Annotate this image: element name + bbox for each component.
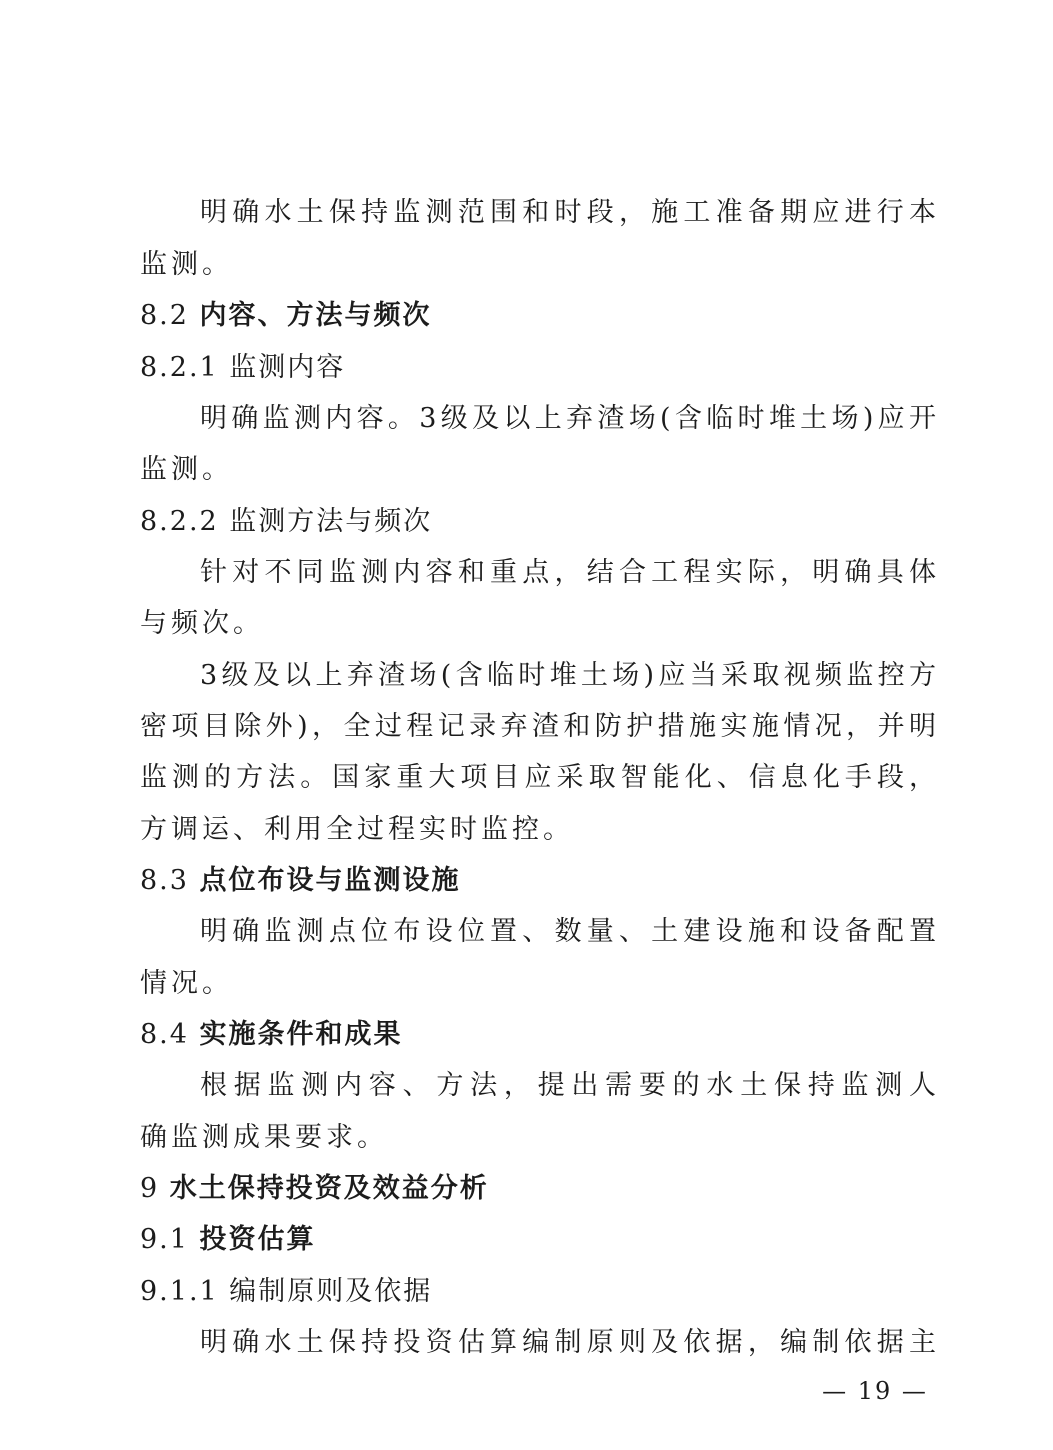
paragraph-line: 监测。 — [140, 454, 233, 485]
section-heading-9-1 — [140, 1222, 940, 1258]
section-heading-8-2 — [140, 298, 940, 334]
section-heading-8-4 — [140, 1017, 940, 1053]
section-heading-8-3 — [140, 863, 940, 899]
paragraph-line: 方调运、利用全过程实时监控。 — [140, 814, 574, 845]
paragraph-line: 确监测成果要求。 — [140, 1122, 388, 1153]
section-title: 实施条件和成果 — [199, 1019, 403, 1050]
chapter-title: 水土保持投资及效益分析 — [169, 1173, 489, 1204]
paragraph-line: 3级及以上弃渣场(含临时堆土场)应当采取视频监控方 — [200, 660, 940, 691]
paragraph-line: 监测。 — [140, 249, 233, 280]
paragraph-line: 根据监测内容、方法，提出需要的水土保持监测人 — [200, 1070, 940, 1101]
paragraph-line: 针对不同监测内容和重点，结合工程实际，明确具体 — [200, 557, 940, 588]
section-title: 点位布设与监测设施 — [199, 865, 461, 896]
chapter-number: 9 — [140, 1173, 170, 1204]
paragraph-line: 情况。 — [140, 968, 233, 999]
subsection-heading-8-2-2: 8.2.2 监测方法与频次 — [140, 506, 433, 537]
subsection-heading-8-2-1: 8.2.1 监测内容 — [140, 352, 346, 383]
section-number: 8.2 — [140, 300, 200, 331]
page-number: — 19 — — [822, 1377, 928, 1405]
paragraph-line: 明确监测点位布设位置、数量、土建设施和设备配置 — [200, 916, 940, 947]
subsection-heading-9-1-1: 9.1.1 编制原则及依据 — [140, 1276, 433, 1307]
paragraph-line: 监测的方法。国家重大项目应采取智能化、信息化手段， — [140, 762, 940, 793]
chapter-heading-9 — [140, 1171, 940, 1207]
paragraph-line: 明确水土保持监测范围和时段，施工准备期应进行本 — [200, 197, 940, 228]
section-number: 8.3 — [140, 865, 200, 896]
paragraph-line: 明确监测内容。3级及以上弃渣场(含临时堆土场)应开 — [200, 403, 940, 434]
section-title: 投资估算 — [199, 1224, 316, 1255]
section-number: 9.1 — [140, 1224, 200, 1255]
paragraph-line: 明确水土保持投资估算编制原则及依据，编制依据主 — [200, 1327, 940, 1358]
paragraph-line: 与频次。 — [140, 608, 264, 639]
paragraph-line: 密项目除外)，全过程记录弃渣和防护措施实施情况，并明 — [140, 711, 940, 742]
section-number: 8.4 — [140, 1019, 200, 1050]
section-title: 内容、方法与频次 — [199, 300, 432, 331]
